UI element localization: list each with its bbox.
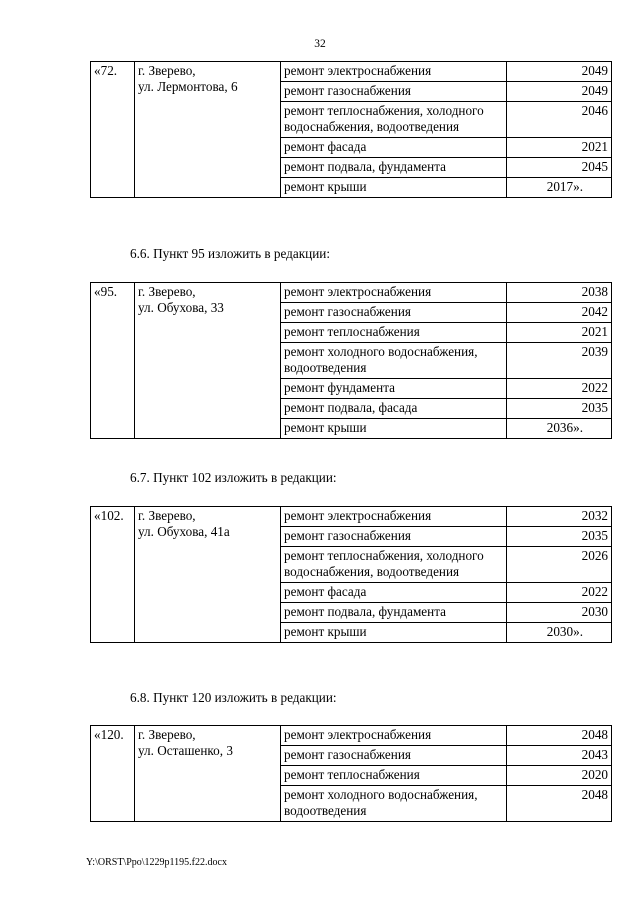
table-item-102 bbox=[90, 506, 611, 643]
planned-year-cell: 2045 bbox=[507, 158, 612, 178]
planned-year-cell: 2039 bbox=[507, 343, 612, 379]
work-type-cell: ремонт электроснабжения bbox=[281, 62, 507, 82]
repair-schedule-table bbox=[90, 282, 612, 439]
planned-year-cell: 2036». bbox=[507, 419, 612, 439]
work-type-cell: ремонт холодного водоснабжения, водоотведения bbox=[281, 343, 507, 379]
planned-year-cell: 2032 bbox=[507, 507, 612, 527]
work-type-cell: ремонт газоснабжения bbox=[281, 82, 507, 102]
address-cell bbox=[135, 283, 281, 439]
item-number: «72. bbox=[91, 62, 135, 198]
work-type-cell: ремонт крыши bbox=[281, 178, 507, 198]
planned-year-cell: 2049 bbox=[507, 82, 612, 102]
address-street: ул. Осташенко, 3 bbox=[138, 743, 233, 758]
table-row bbox=[91, 726, 612, 746]
work-type-cell: ремонт газоснабжения bbox=[281, 746, 507, 766]
address-street: ул. Обухова, 41а bbox=[138, 524, 230, 539]
table-row bbox=[91, 283, 612, 303]
address-cell bbox=[135, 62, 281, 198]
address-cell bbox=[135, 507, 281, 643]
work-type-cell: ремонт теплоснабжения bbox=[281, 766, 507, 786]
item-number: «95. bbox=[91, 283, 135, 439]
planned-year-cell: 2020 bbox=[507, 766, 612, 786]
planned-year-cell: 2035 bbox=[507, 399, 612, 419]
planned-year-cell: 2022 bbox=[507, 583, 612, 603]
page-number: 32 bbox=[314, 38, 326, 50]
work-type-cell: ремонт фундамента bbox=[281, 379, 507, 399]
work-type-cell: ремонт подвала, фундамента bbox=[281, 603, 507, 623]
item-number: «120. bbox=[91, 726, 135, 822]
table-row bbox=[91, 62, 612, 82]
heading-item-120: 6.8. Пункт 120 изложить в редакции: bbox=[130, 690, 337, 705]
planned-year-cell: 2026 bbox=[507, 547, 612, 583]
planned-year-cell: 2021 bbox=[507, 323, 612, 343]
planned-year-cell: 2022 bbox=[507, 379, 612, 399]
table-item-120 bbox=[90, 725, 611, 822]
work-type-cell: ремонт газоснабжения bbox=[281, 527, 507, 547]
address-street: ул. Обухова, 33 bbox=[138, 300, 224, 315]
work-type-cell: ремонт теплоснабжения, холодного водоснабжения, водоотведения bbox=[281, 102, 507, 138]
planned-year-cell: 2046 bbox=[507, 102, 612, 138]
address-city: г. Зверево, bbox=[138, 508, 196, 523]
repair-schedule-table bbox=[90, 61, 612, 198]
work-type-cell: ремонт электроснабжения bbox=[281, 726, 507, 746]
work-type-cell: ремонт фасада bbox=[281, 583, 507, 603]
work-type-cell: ремонт теплоснабжения bbox=[281, 323, 507, 343]
address-street: ул. Лермонтова, 6 bbox=[138, 79, 238, 94]
table-item-95 bbox=[90, 282, 611, 439]
planned-year-cell: 2021 bbox=[507, 138, 612, 158]
address-city: г. Зверево, bbox=[138, 63, 196, 78]
planned-year-cell: 2030 bbox=[507, 603, 612, 623]
planned-year-cell: 2030». bbox=[507, 623, 612, 643]
work-type-cell: ремонт крыши bbox=[281, 419, 507, 439]
work-type-cell: ремонт теплоснабжения, холодного водоснабжения, водоотведения bbox=[281, 547, 507, 583]
planned-year-cell: 2049 bbox=[507, 62, 612, 82]
work-type-cell: ремонт крыши bbox=[281, 623, 507, 643]
item-number: «102. bbox=[91, 507, 135, 643]
work-type-cell: ремонт фасада bbox=[281, 138, 507, 158]
table-item-72 bbox=[90, 61, 611, 198]
work-type-cell: ремонт подвала, фундамента bbox=[281, 158, 507, 178]
work-type-cell: ремонт электроснабжения bbox=[281, 283, 507, 303]
planned-year-cell: 2042 bbox=[507, 303, 612, 323]
table-row bbox=[91, 507, 612, 527]
work-type-cell: ремонт подвала, фасада bbox=[281, 399, 507, 419]
heading-item-95: 6.6. Пункт 95 изложить в редакции: bbox=[130, 246, 330, 261]
planned-year-cell: 2035 bbox=[507, 527, 612, 547]
planned-year-cell: 2038 bbox=[507, 283, 612, 303]
work-type-cell: ремонт электроснабжения bbox=[281, 507, 507, 527]
address-city: г. Зверево, bbox=[138, 284, 196, 299]
planned-year-cell: 2043 bbox=[507, 746, 612, 766]
repair-schedule-table bbox=[90, 506, 612, 643]
planned-year-cell: 2048 bbox=[507, 786, 612, 822]
heading-item-102: 6.7. Пункт 102 изложить в редакции: bbox=[130, 470, 337, 485]
repair-schedule-table bbox=[90, 725, 612, 822]
planned-year-cell: 2048 bbox=[507, 726, 612, 746]
address-city: г. Зверево, bbox=[138, 727, 196, 742]
footer-file-path: Y:\ORST\Ppo\1229p1195.f22.docx bbox=[86, 857, 227, 868]
work-type-cell: ремонт газоснабжения bbox=[281, 303, 507, 323]
planned-year-cell: 2017». bbox=[507, 178, 612, 198]
work-type-cell: ремонт холодного водоснабжения, водоотведения bbox=[281, 786, 507, 822]
address-cell bbox=[135, 726, 281, 822]
